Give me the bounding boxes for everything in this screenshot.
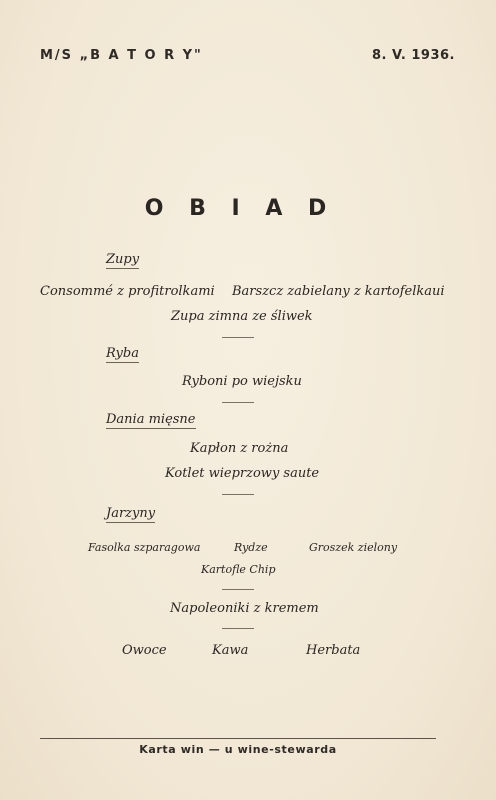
divider [222,337,254,338]
divider [222,589,254,590]
drink-item: Kawa [212,643,249,658]
menu-item: Groszek zielony [309,541,398,554]
dessert-item: Napoleoniki z kremem [170,601,319,616]
menu-item: Consommé z profitrolkami [40,284,215,299]
divider [222,402,254,403]
divider [222,628,254,629]
section-heading-ryba: Ryba [106,346,139,361]
menu-item: Barszcz zabielany z kartofelkaui [232,284,445,299]
menu-item: Fasolka szparagowa [88,541,201,554]
drink-item: Owoce [122,643,167,658]
divider [222,494,254,495]
section-heading-jarzyny: Jarzyny [106,506,156,521]
wine-list-note: Karta win — u wine-stewarda [139,743,337,756]
menu-title: O B I A D [144,196,336,221]
section-heading-zupy: Zupy [106,252,140,267]
section-heading-dania: Dania mięsne [106,412,196,427]
menu-item: Kotlet wieprzowy saute [165,466,320,481]
menu-item: Kartofle Chip [201,563,276,576]
menu-date: 8. V. 1936. [372,48,455,63]
menu-item: Rydze [234,541,268,554]
drink-item: Herbata [306,643,361,658]
menu-item: Ryboni po wiejsku [182,374,302,389]
footer-rule [40,738,436,739]
ship-name: M/S „B A T O R Y" [40,48,203,63]
menu-item: Kapłon z rożna [190,441,289,456]
menu-item: Zupa zimna ze śliwek [171,309,313,324]
